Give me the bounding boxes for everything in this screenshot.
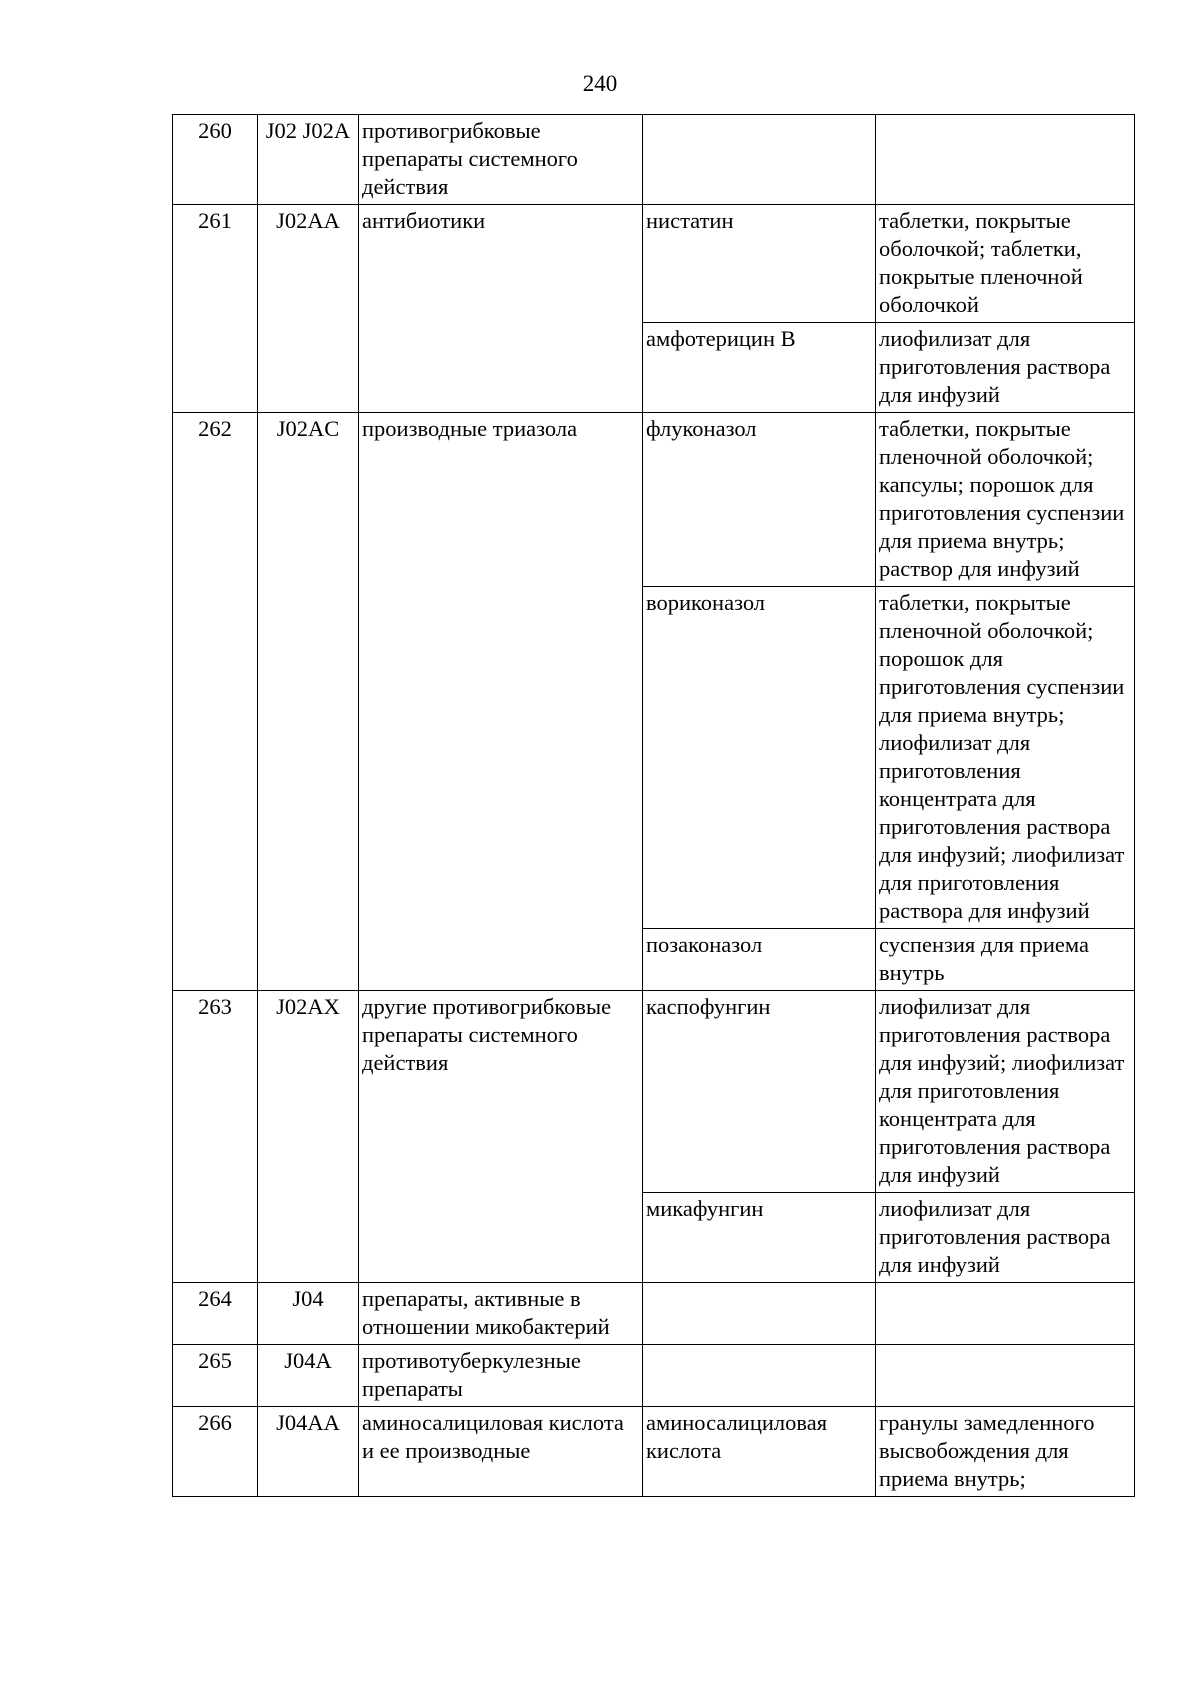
drug-name: каспофунгин bbox=[643, 991, 876, 1193]
drug-name bbox=[643, 115, 876, 205]
row-number: 260 bbox=[173, 115, 258, 205]
dosage-form: таблетки, покрытые пленочной оболочкой; капсулы; порошок для приготовления суспензии для приема внутрь; раствор для инфузий bbox=[876, 413, 1135, 587]
row-number: 263 bbox=[173, 991, 258, 1283]
group-name: противогрибковые препараты системного действия bbox=[359, 115, 643, 205]
table-row bbox=[173, 205, 1135, 323]
drug-table bbox=[172, 114, 1135, 1497]
drug-name: нистатин bbox=[643, 205, 876, 323]
table-row bbox=[173, 413, 1135, 587]
table-row bbox=[173, 1345, 1135, 1407]
atc-code: J04AA bbox=[258, 1407, 359, 1497]
row-number: 264 bbox=[173, 1283, 258, 1345]
page-number: 240 bbox=[582, 71, 618, 96]
drug-name bbox=[643, 1345, 876, 1407]
drug-name: вориконазол bbox=[643, 587, 876, 929]
table-row bbox=[173, 1407, 1135, 1497]
row-number: 262 bbox=[173, 413, 258, 991]
drug-name: флуконазол bbox=[643, 413, 876, 587]
atc-code: J02AC bbox=[258, 413, 359, 991]
atc-code: J04A bbox=[258, 1345, 359, 1407]
group-name: антибиотики bbox=[359, 205, 643, 413]
dosage-form: таблетки, покрытые оболочкой; таблетки, покрытые пленочной оболочкой bbox=[876, 205, 1135, 323]
drug-name bbox=[643, 1283, 876, 1345]
dosage-form: суспензия для приема внутрь bbox=[876, 929, 1135, 991]
dosage-form: лиофилизат для приготовления раствора для инфузий; лиофилизат для приготовления концентрата для приготовления раствора для инфузий bbox=[876, 991, 1135, 1193]
dosage-form: таблетки, покрытые пленочной оболочкой; порошок для приготовления суспензии для приема внутрь; лиофилизат для приготовления концентрата для приготовления раствора для инфузий; лиофилизат для приготовления раствора для инфузий bbox=[876, 587, 1135, 929]
atc-code: J02 J02A bbox=[258, 115, 359, 205]
group-name: препараты, активные в отношении микобактерий bbox=[359, 1283, 643, 1345]
dosage-form bbox=[876, 1283, 1135, 1345]
dosage-form: гранулы замедленного высвобождения для приема внутрь; bbox=[876, 1407, 1135, 1497]
drug-name: аминосалициловая кислота bbox=[643, 1407, 876, 1497]
group-name: другие противогрибковые препараты системного действия bbox=[359, 991, 643, 1283]
dosage-form: лиофилизат для приготовления раствора для инфузий bbox=[876, 323, 1135, 413]
table-row bbox=[173, 115, 1135, 205]
table-row bbox=[173, 1283, 1135, 1345]
group-name: производные триазола bbox=[359, 413, 643, 991]
atc-code: J02AX bbox=[258, 991, 359, 1283]
row-number: 266 bbox=[173, 1407, 258, 1497]
group-name: аминосалициловая кислота и ее производные bbox=[359, 1407, 643, 1497]
atc-code: J04 bbox=[258, 1283, 359, 1345]
dosage-form: лиофилизат для приготовления раствора для инфузий bbox=[876, 1193, 1135, 1283]
dosage-form bbox=[876, 1345, 1135, 1407]
row-number: 265 bbox=[173, 1345, 258, 1407]
drug-table-body bbox=[173, 115, 1135, 1497]
drug-name: микафунгин bbox=[643, 1193, 876, 1283]
dosage-form bbox=[876, 115, 1135, 205]
drug-name: амфотерицин B bbox=[643, 323, 876, 413]
drug-name: позаконазол bbox=[643, 929, 876, 991]
row-number: 261 bbox=[173, 205, 258, 413]
atc-code: J02AA bbox=[258, 205, 359, 413]
group-name: противотуберкулезные препараты bbox=[359, 1345, 643, 1407]
table-row bbox=[173, 991, 1135, 1193]
